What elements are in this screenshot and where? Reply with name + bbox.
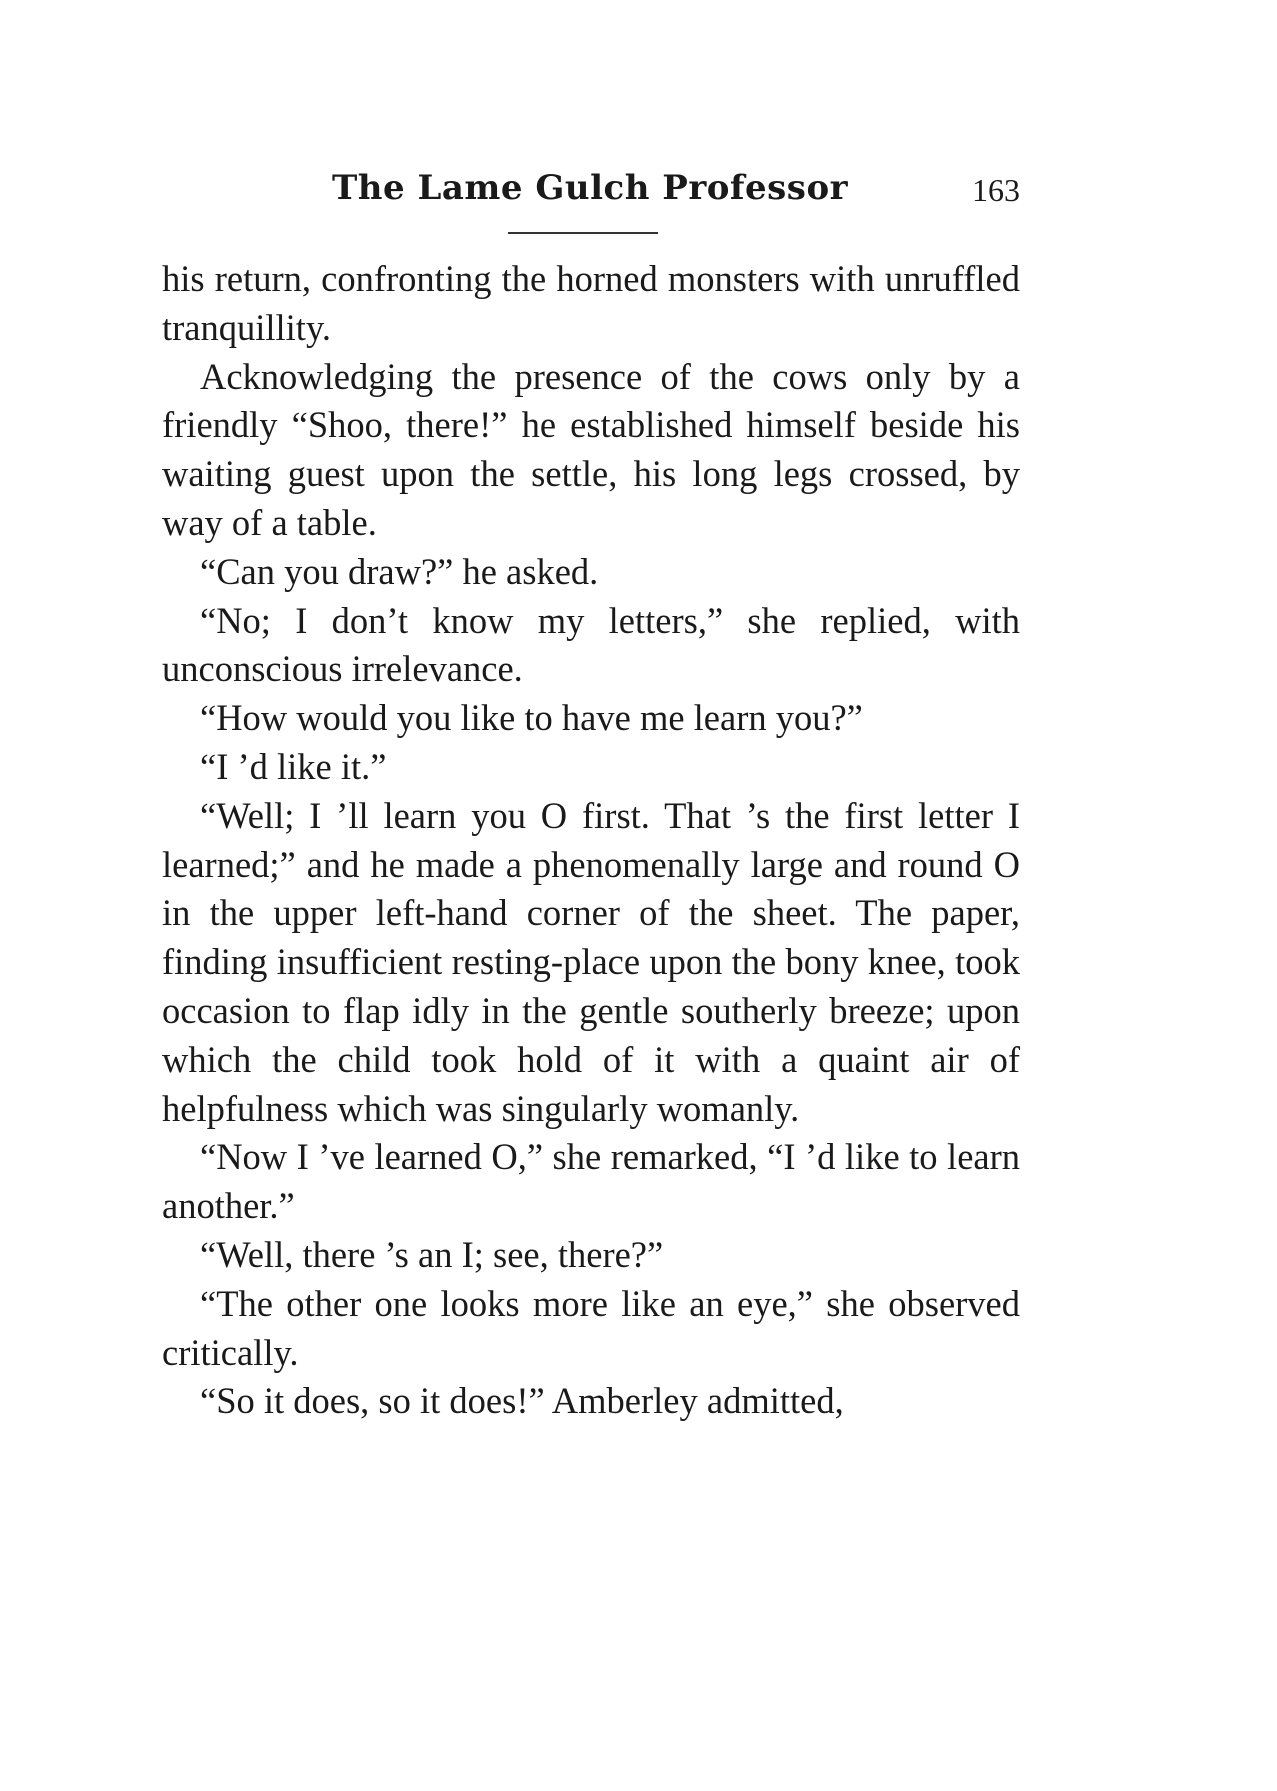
- paragraph: “So it does, so it does!” Amberley admitted,: [200, 1380, 844, 1422]
- paragraph: “I ’d like it.”: [200, 745, 387, 787]
- header-rule: [508, 232, 658, 234]
- paragraph: “The other one looks more like an eye,” she observed critically.: [162, 1282, 1020, 1373]
- paragraph: “No; I don’t know my letters,” she replied, with unconscious irrelevance.: [162, 599, 1020, 690]
- running-title: The Lame Gulch Professor: [331, 168, 849, 208]
- paragraph: Acknowledging the presence of the cows only by a friendly “Shoo, there!” he established himself beside his waiting guest upon the settle, his long legs crossed, by way of a table.: [162, 355, 1020, 543]
- paragraph: his return, confronting the horned monsters with unruffled tranquillity.: [162, 258, 1020, 348]
- page-number: 163: [972, 172, 1020, 208]
- paragraph: “How would you like to have me learn you?”: [200, 697, 863, 739]
- paragraph: “Well, there ’s an I; see, there?”: [200, 1233, 664, 1275]
- paragraph: “Can you draw?” he asked.: [200, 550, 599, 592]
- paragraph: “Well; I ’ll learn you O first. That ’s the first letter I learned;” and he made a phenomenally large and round O in the upper left-hand corner of the sheet. The paper, finding insufficient resting-place upon the bony knee, took occasion to flap idly in the gentle southerly breeze; upon which the child took hold of it with a quaint air of helpfulness which was singularly womanly.: [162, 794, 1020, 1129]
- paragraph: “Now I ’ve learned O,” she remarked, “I ’d like to learn another.”: [162, 1136, 1020, 1227]
- body-text: [162, 255, 1020, 1426]
- running-header: [160, 168, 1020, 218]
